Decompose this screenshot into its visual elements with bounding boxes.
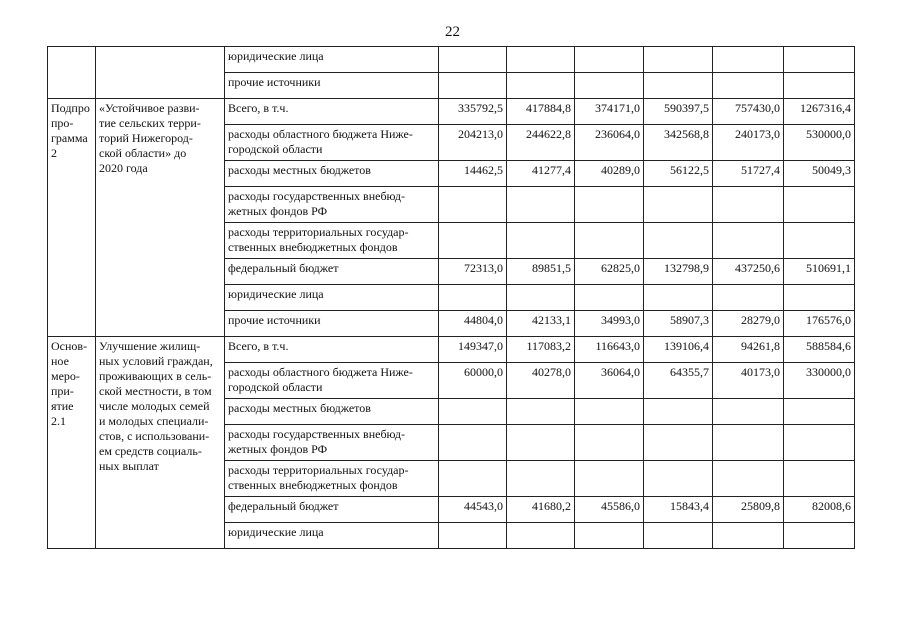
table-row — [48, 99, 855, 125]
funding-source-cell: Всего, в т.ч. — [225, 337, 439, 363]
value-cell: 139106,4 — [644, 337, 713, 363]
page-number: 22 — [445, 24, 460, 40]
code-cell-line: 2 — [51, 146, 57, 160]
funding-source-cell: расходы местных бюджетов — [225, 161, 439, 187]
value-cell: 40278,0 — [507, 363, 575, 399]
value-cell: 240173,0 — [713, 125, 784, 161]
code-cell-line: Основ- — [51, 339, 88, 353]
code-cell — [48, 47, 96, 99]
value-cell — [784, 73, 855, 99]
code-cell-line: про- — [51, 116, 74, 130]
value-cell: 82008,6 — [784, 497, 855, 523]
value-cell: 41277,4 — [507, 161, 575, 187]
value-cell — [439, 285, 507, 311]
value-cell: 1267316,4 — [784, 99, 855, 125]
value-cell: 149347,0 — [439, 337, 507, 363]
value-cell — [713, 73, 784, 99]
value-cell: 116643,0 — [575, 337, 644, 363]
value-cell: 45586,0 — [575, 497, 644, 523]
value-cell — [644, 285, 713, 311]
value-cell: 34993,0 — [575, 311, 644, 337]
funding-source-cell: расходы территориальных государ-ственных внебюджетных фондов — [225, 461, 439, 497]
value-cell: 44804,0 — [439, 311, 507, 337]
value-cell: 204213,0 — [439, 125, 507, 161]
value-cell — [439, 73, 507, 99]
name-cell-line: ем средств социаль- — [99, 444, 202, 458]
code-cell — [48, 99, 96, 337]
value-cell: 236064,0 — [575, 125, 644, 161]
value-cell — [644, 73, 713, 99]
code-cell-line: 2.1 — [51, 414, 66, 428]
value-cell — [644, 399, 713, 425]
funding-source-cell: федеральный бюджет — [225, 259, 439, 285]
name-cell — [96, 337, 225, 549]
value-cell: 510691,1 — [784, 259, 855, 285]
name-cell-line: торий Нижегород- — [99, 131, 193, 145]
value-cell: 330000,0 — [784, 363, 855, 399]
code-cell-line: грамма — [51, 131, 88, 145]
value-cell — [507, 523, 575, 549]
value-cell — [713, 399, 784, 425]
value-cell — [644, 187, 713, 223]
code-cell-line: ное — [51, 354, 69, 368]
value-cell: 51727,4 — [713, 161, 784, 187]
value-cell: 72313,0 — [439, 259, 507, 285]
name-cell-line: и молодых специали- — [99, 414, 209, 428]
code-cell-line: ятие — [51, 399, 74, 413]
table-row — [48, 47, 855, 73]
name-cell-line: Улучшение жилищ- — [99, 339, 201, 353]
value-cell: 40289,0 — [575, 161, 644, 187]
value-cell: 757430,0 — [713, 99, 784, 125]
value-cell: 588584,6 — [784, 337, 855, 363]
value-cell — [439, 47, 507, 73]
funding-source-cell: юридические лица — [225, 523, 439, 549]
value-cell: 244622,8 — [507, 125, 575, 161]
value-cell — [507, 461, 575, 497]
value-cell — [713, 285, 784, 311]
name-cell-line: ных условий граждан, — [99, 354, 213, 368]
value-cell — [713, 223, 784, 259]
value-cell: 15843,4 — [644, 497, 713, 523]
value-cell — [644, 47, 713, 73]
value-cell: 62825,0 — [575, 259, 644, 285]
value-cell — [713, 187, 784, 223]
value-cell — [644, 523, 713, 549]
value-cell: 44543,0 — [439, 497, 507, 523]
value-cell — [784, 47, 855, 73]
name-cell-line: проживающих в сель- — [99, 369, 212, 383]
value-cell: 25809,8 — [713, 497, 784, 523]
value-cell — [784, 461, 855, 497]
value-cell: 530000,0 — [784, 125, 855, 161]
funding-source-cell: Всего, в т.ч. — [225, 99, 439, 125]
value-cell: 335792,5 — [439, 99, 507, 125]
value-cell: 176576,0 — [784, 311, 855, 337]
value-cell: 40173,0 — [713, 363, 784, 399]
value-cell — [507, 399, 575, 425]
value-cell: 14462,5 — [439, 161, 507, 187]
value-cell — [575, 399, 644, 425]
value-cell — [507, 187, 575, 223]
name-cell-line: тие сельских терри- — [99, 116, 201, 130]
name-cell — [96, 99, 225, 337]
value-cell — [507, 47, 575, 73]
funding-source-cell: расходы государственных внебюд-жетных фондов РФ — [225, 425, 439, 461]
value-cell: 41680,2 — [507, 497, 575, 523]
value-cell — [575, 73, 644, 99]
value-cell — [507, 73, 575, 99]
value-cell — [507, 223, 575, 259]
value-cell: 50049,3 — [784, 161, 855, 187]
value-cell — [439, 223, 507, 259]
name-cell-line: числе молодых семей — [99, 399, 210, 413]
value-cell — [784, 285, 855, 311]
value-cell: 64355,7 — [644, 363, 713, 399]
value-cell: 590397,5 — [644, 99, 713, 125]
value-cell — [713, 461, 784, 497]
code-cell — [48, 337, 96, 549]
value-cell — [784, 425, 855, 461]
value-cell: 58907,3 — [644, 311, 713, 337]
value-cell — [644, 425, 713, 461]
code-cell-line: при- — [51, 384, 74, 398]
value-cell — [784, 223, 855, 259]
name-cell-line: «Устойчивое разви- — [99, 101, 200, 115]
funding-source-cell: прочие источники — [225, 311, 439, 337]
value-cell — [644, 223, 713, 259]
funding-source-cell: расходы территориальных государ-ственных внебюджетных фондов — [225, 223, 439, 259]
value-cell — [784, 523, 855, 549]
value-cell — [575, 461, 644, 497]
value-cell: 60000,0 — [439, 363, 507, 399]
value-cell: 42133,1 — [507, 311, 575, 337]
value-cell — [439, 523, 507, 549]
value-cell — [575, 285, 644, 311]
value-cell — [507, 285, 575, 311]
name-cell-line: ской местности, в том — [99, 384, 212, 398]
code-cell-line: Подпро — [51, 101, 90, 115]
value-cell — [439, 461, 507, 497]
value-cell — [439, 187, 507, 223]
funding-source-cell: прочие источники — [225, 73, 439, 99]
value-cell: 417884,8 — [507, 99, 575, 125]
name-cell-line: 2020 года — [99, 161, 148, 175]
funding-source-cell: расходы государственных внебюд-жетных фондов РФ — [225, 187, 439, 223]
value-cell — [575, 187, 644, 223]
value-cell — [439, 399, 507, 425]
value-cell: 132798,9 — [644, 259, 713, 285]
value-cell — [784, 187, 855, 223]
name-cell-line: ской области» до — [99, 146, 187, 160]
value-cell — [713, 425, 784, 461]
name-cell-line: ных выплат — [99, 459, 159, 473]
value-cell — [507, 425, 575, 461]
value-cell — [784, 399, 855, 425]
value-cell: 89851,5 — [507, 259, 575, 285]
budget-table — [47, 46, 855, 549]
value-cell: 56122,5 — [644, 161, 713, 187]
value-cell — [575, 223, 644, 259]
funding-source-cell: расходы областного бюджета Ниже-городской области — [225, 363, 439, 399]
value-cell — [575, 523, 644, 549]
funding-source-cell: расходы местных бюджетов — [225, 399, 439, 425]
code-cell-line: меро- — [51, 369, 80, 383]
value-cell — [575, 47, 644, 73]
value-cell — [713, 47, 784, 73]
value-cell — [575, 425, 644, 461]
value-cell — [713, 523, 784, 549]
value-cell: 117083,2 — [507, 337, 575, 363]
value-cell: 437250,6 — [713, 259, 784, 285]
value-cell — [439, 425, 507, 461]
name-cell — [96, 47, 225, 99]
name-cell-line: стов, с использовани- — [99, 429, 210, 443]
funding-source-cell: юридические лица — [225, 285, 439, 311]
value-cell: 342568,8 — [644, 125, 713, 161]
funding-source-cell: расходы областного бюджета Ниже-городской области — [225, 125, 439, 161]
value-cell: 36064,0 — [575, 363, 644, 399]
value-cell: 94261,8 — [713, 337, 784, 363]
value-cell: 374171,0 — [575, 99, 644, 125]
funding-source-cell: юридические лица — [225, 47, 439, 73]
value-cell — [644, 461, 713, 497]
funding-source-cell: федеральный бюджет — [225, 497, 439, 523]
table-row — [48, 337, 855, 363]
value-cell: 28279,0 — [713, 311, 784, 337]
